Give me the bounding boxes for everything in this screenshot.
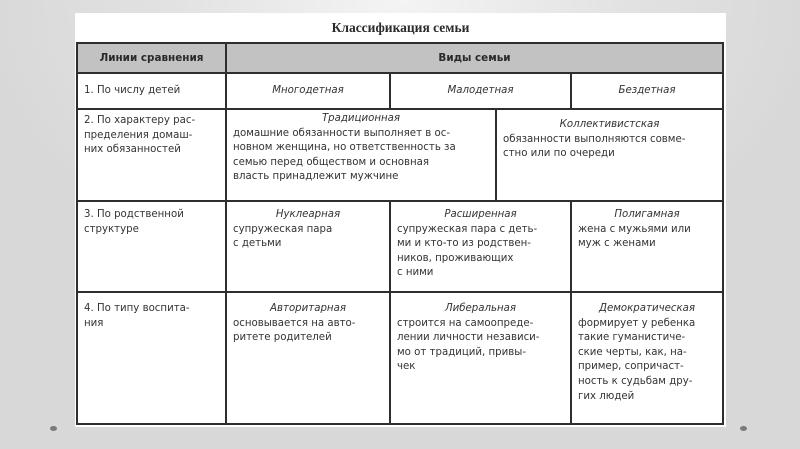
row1-criterion-text: 1. По числу детей: [84, 85, 181, 96]
slide-dot-left: [50, 426, 57, 431]
row4-type-3-name: Демократическая: [599, 303, 695, 314]
row2-type-1-desc: домашние обязанности выполняет в ос- новном женщина, но ответственность за семью перед обществом и основная власть принадлежит мужчине: [233, 127, 456, 183]
row4-criterion-text: 4. По типу воспита- ния: [84, 303, 190, 329]
row4-type-1: [227, 302, 389, 422]
row1-type-1: [227, 74, 389, 108]
row3-criterion: [78, 208, 225, 290]
row3-type-3-name: Полигамная: [614, 209, 680, 220]
header-cell-types: [227, 44, 722, 72]
row4-type-3: [572, 302, 722, 422]
row2-criterion-text: 2. По характеру рас- пределения домаш- них обязанностей: [84, 115, 196, 156]
row2-type-2: [497, 118, 722, 200]
rule-after-row2: [78, 200, 722, 202]
rule-after-row3: [78, 291, 722, 293]
row3-type-2: [391, 208, 570, 290]
page-title: Классификация семьи: [331, 20, 470, 35]
rule-after-header: [78, 72, 722, 74]
row4-type-2-desc: строится на самоопреде- лении личности независи- мо от традиций, привы- чек: [397, 317, 540, 373]
row3-criterion-text: 3. По родственной структуре: [84, 209, 184, 235]
row1-type-3-name: Бездетная: [618, 85, 676, 96]
rule-row1-div1: [389, 72, 391, 108]
row2-type-2-name: Коллективистская: [559, 119, 660, 130]
row4-type-2-name: Либеральная: [444, 303, 517, 314]
row3-type-2-name: Расширенная: [444, 209, 517, 220]
header-types-label: Виды семьи: [438, 52, 511, 64]
row1-type-2: [391, 74, 570, 108]
rule-row1-div2: [570, 72, 572, 108]
row2-type-1: [227, 112, 495, 200]
row1-type-3: [572, 74, 722, 108]
rule-col1: [225, 44, 227, 423]
row3-type-3-desc: жена с мужьями или муж с женами: [578, 223, 691, 250]
row4-criterion: [78, 302, 225, 422]
row4-type-1-name: Авторитарная: [270, 303, 346, 314]
row1-type-2-name: Малодетная: [447, 85, 514, 96]
rule-row2-div: [495, 108, 497, 200]
header-cell-criteria: [78, 44, 225, 72]
row3-type-3: [572, 208, 722, 290]
rule-row34-div1: [389, 200, 391, 423]
row4-type-2: [391, 302, 570, 422]
classification-table: [76, 42, 724, 425]
row2-type-1-name: Традиционная: [321, 113, 401, 124]
header-criteria-label: Линии сравнения: [99, 52, 204, 64]
row3-type-1: [227, 208, 389, 290]
slide-dot-right: [740, 426, 747, 431]
row3-type-1-desc: супружеская пара с детьми: [233, 223, 333, 250]
row1-criterion: [78, 74, 225, 108]
rule-row34-div2: [570, 200, 572, 423]
row4-type-3-desc: формирует у ребенка такие гуманистиче- ские черты, как, на- пример, сопричаст- ность к судьбам дру- гих людей: [578, 317, 696, 402]
row1-type-1-name: Многодетная: [272, 85, 344, 96]
row2-criterion: [78, 114, 225, 200]
row3-type-1-name: Нуклеарная: [275, 209, 341, 220]
row2-type-2-desc: обязанности выполняются совме- стно или по очереди: [503, 133, 686, 160]
row3-type-2-desc: супружеская пара с деть- ми и кто-то из родствен- ников, проживающих с ними: [397, 223, 538, 279]
row4-type-1-desc: основывается на авто- ритете родителей: [233, 317, 356, 344]
rule-after-row1: [78, 108, 722, 110]
